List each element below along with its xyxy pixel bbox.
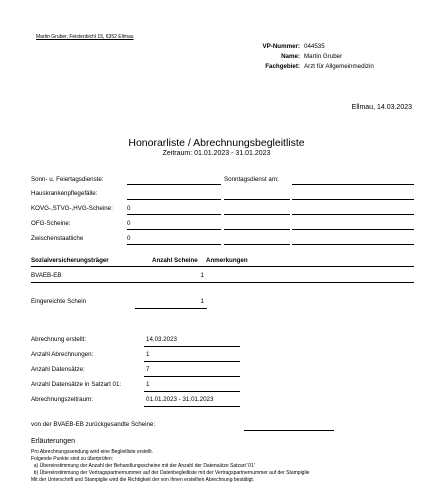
submitted-line [135, 308, 207, 309]
sonntagsdienst-line [292, 184, 414, 185]
hauskranken-line [127, 199, 221, 200]
sonn-feiertag-label: Sonn- u. Feiertagsdienste: [31, 176, 104, 183]
summary-label: Anzahl Abrechnungen: [31, 351, 94, 358]
ofg-label: OFG-Scheine: [31, 220, 71, 227]
summary-line [144, 346, 240, 347]
place-date: Ellmau, 14.03.2023 [351, 104, 412, 111]
vp-number-value: 044535 [304, 43, 325, 50]
notes-heading: Erläuterungen [31, 438, 75, 445]
hauskranken-line-2 [224, 199, 290, 200]
returned-line [244, 430, 334, 431]
kovg-line-2 [224, 214, 290, 215]
summary-line [144, 406, 240, 407]
summary-label: Anzahl Datensätze: [31, 366, 85, 373]
field-label: Fachgebiet: [265, 63, 300, 70]
summary-value: 01.01.2023 - 31.01.2023 [146, 396, 214, 403]
summary-line [144, 391, 240, 392]
submitted-value: 1 [200, 298, 204, 305]
period: Zeitraum: 01.01.2023 - 31.01.2023 [162, 150, 271, 157]
ofg-line-2 [224, 229, 290, 230]
table-header-rule [31, 266, 414, 267]
notes-line: b) Übereinstimmung der Vertragspartnernummer auf der Datenbegleitliste mit der Vertragspartnernummer auf der Stampiglie [31, 470, 310, 476]
summary-line [144, 376, 240, 377]
col-header-anzahl: Anzahl Scheine [152, 257, 198, 264]
table-row-anzahl: 1 [200, 272, 204, 279]
name-label: Name: [281, 53, 300, 60]
sender-address: Martin Gruber, Feistenbichl 15, 6352 Ellmau [36, 34, 134, 40]
submitted-label: Eingereichte Schein [31, 298, 87, 305]
zwischenstaatliche-value: 0 [127, 235, 131, 242]
ofg-value: 0 [127, 220, 131, 227]
table-row-rule [31, 282, 414, 283]
table-row-traeger: BVAEB-EB [31, 272, 62, 279]
hauskranken-label: Hauskrankenpflegefälle: [31, 190, 98, 197]
kovg-value: 0 [127, 205, 131, 212]
summary-label: Anzahl Datensätze in Satzart 01: [31, 381, 122, 388]
summary-label: Abrechnungszeitraum: [31, 396, 93, 403]
kovg-line-3 [292, 214, 414, 215]
notes-line: a) Übereinstimmung der Anzahl der Behandlungsscheine mit der Anzahl der Datensätze Satzart '01' [31, 463, 255, 469]
summary-label: Abrechnung erstellt: [31, 336, 87, 343]
kovg-label: KOVG-,STVG-,HVG-Scheine: [31, 205, 113, 212]
summary-value: 1 [146, 381, 150, 388]
zwischenstaatliche-line-2 [224, 244, 290, 245]
vp-number-label: VP-Nummer: [262, 43, 300, 50]
summary-value: 7 [146, 366, 150, 373]
returned-label: von der BVAEB-EB zurückgesandte Scheine: [31, 421, 156, 428]
hauskranken-line-3 [292, 199, 414, 200]
zwischenstaatliche-label: Zwischenstaatliche [31, 235, 84, 242]
sonn-feiertag-line [127, 184, 221, 185]
notes-line: Folgende Punkte sind zu überprüfen: [31, 456, 113, 462]
document-title: Honorarliste / Abrechnungsbegleitliste [128, 137, 305, 149]
zwischenstaatliche-line [127, 244, 221, 245]
notes-line: Pro Abrechnungssendung wird eine Begleitliste erstellt. [31, 449, 154, 455]
summary-value: 1 [146, 351, 150, 358]
col-header-traeger: Sozialversicherungsträger [31, 257, 109, 264]
ofg-line [127, 229, 221, 230]
kovg-line [127, 214, 221, 215]
field-value: Arzt für Allgemeinmedizin [304, 63, 374, 70]
zwischenstaatliche-line-3 [292, 244, 414, 245]
name-value: Martin Gruber [304, 53, 343, 60]
summary-value: 14.03.2023 [146, 336, 177, 343]
ofg-line-3 [292, 229, 414, 230]
notes-line: Mit der Unterschrift und Stampiglie wird die Richtigkeit der von Ihnen erstellten Abrechnung bestätigt. [31, 477, 255, 483]
col-header-anmerkungen: Anmerkungen [206, 257, 248, 264]
sonntagsdienst-label: Sonntagsdienst am: [224, 176, 279, 183]
summary-line [144, 361, 240, 362]
